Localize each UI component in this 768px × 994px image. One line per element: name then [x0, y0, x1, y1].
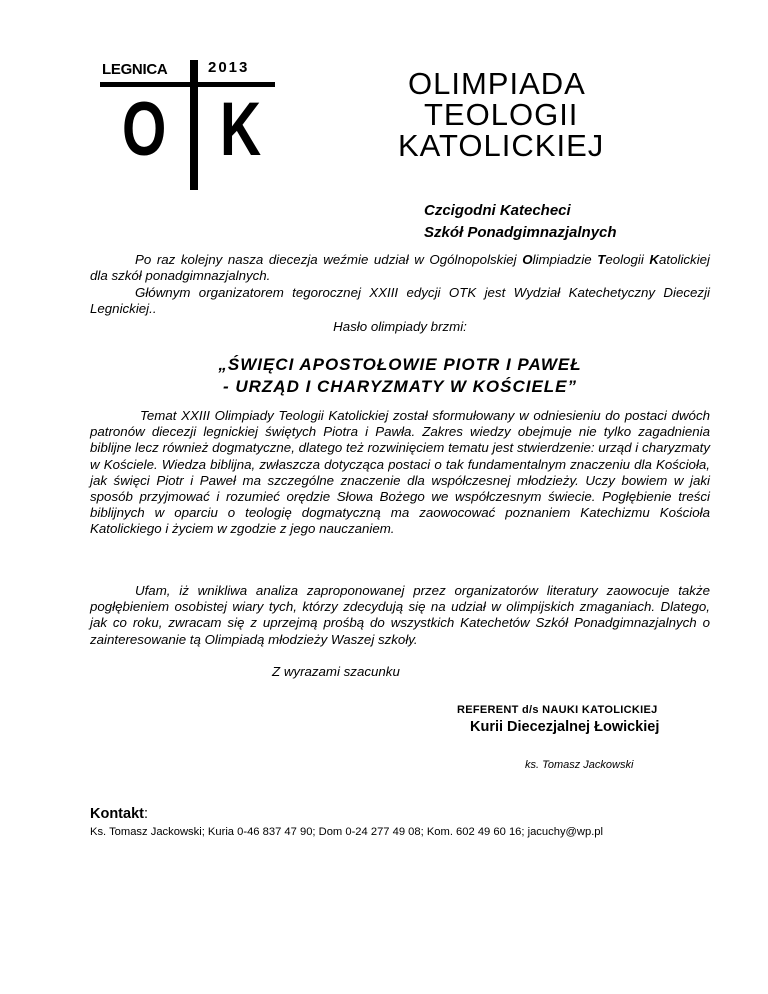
motto-line-1: „ŚWIĘCI APOSTOŁOWIE PIOTR I PAWEŁ [218, 355, 582, 374]
referent-office: Kurii Diecezjalnej Łowickiej [470, 719, 660, 735]
motto-line-2: - URZĄD I CHARYZMATY W KOŚCIELE” [222, 377, 578, 396]
title-line-1: OLIMPIADA [408, 66, 586, 101]
intro-text-b: limpiadzie [532, 252, 598, 267]
signature-name: ks. Tomasz Jackowski [525, 759, 634, 771]
addressee-line-1: Czcigodni Katecheci [424, 202, 571, 219]
intro-text-a: Po raz kolejny nasza diecezja weźmie udział w Ogólnopolskiej [135, 252, 523, 267]
logo-year-label: 2013 [208, 59, 250, 76]
title-line-3: KATOLICKIEJ [398, 128, 605, 163]
intro-paragraph-2: Głównym organizatorem tegorocznej XXIII edycji OTK jest Wydział Katechetyczny Diecezji Legnickiej.. [90, 285, 710, 317]
closing-salutation: Z wyrazami szacunku [272, 664, 400, 679]
contact-heading [90, 806, 148, 822]
logo-city-label: LEGNICA [102, 61, 168, 78]
intro-initial-o: O [522, 252, 533, 267]
intro-text-c: eologii [605, 252, 650, 267]
logo-letter-o: O [122, 87, 167, 172]
intro-text-d: atolickiej dla szkół ponadgimnazjalnych. [90, 252, 711, 284]
intro-initial-t: T [597, 252, 606, 267]
intro-initial-k: K [649, 252, 660, 267]
contact-label: Kontakt [90, 806, 144, 822]
contact-colon: : [143, 806, 149, 822]
logo-cross-vertical-bar [190, 60, 198, 190]
addressee-line-2: Szkół Ponadgimnazjalnych [424, 224, 617, 241]
intro-paragraph-1 [90, 252, 710, 284]
referent-title: REFERENT d/s NAUKI KATOLICKIEJ [457, 704, 658, 716]
contact-details: Ks. Tomasz Jackowski; Kuria 0-46 837 47 90; Dom 0-24 277 49 08; Kom. 602 49 60 16; jacuchy@wp.pl [90, 826, 604, 838]
motto-intro: Hasło olimpiady brzmi: [333, 319, 467, 334]
body-paragraph-1: Temat XXIII Olimpiady Teologii Katolickiej został sformułowany w odniesieniu do postaci dwóch patronów diecezji legnickiej świętych Piotra i Pawła. Zakres wiedzy obejmuje nie tylko zagadnienia biblijne lecz również dogmatyczne, dlatego też rozwinięciem tematu jest stwierdzenie: urząd i charyzmaty w Kościele. Wiedza biblijna, zwłaszcza dotycząca postaci o tak fundamentalnym znaczeniu dla Kościoła, jak święci Piotr i Paweł ma szczególne znaczenie dla współczesnej młodzieży. Uczy bowiem w jaki sposób przyjmować i rozumieć orędzie Słowa Bożego we współczesnym świecie. Pogłębienie treści biblijnych w oparciu o teologię dogmatyczną ma zaowocować poznaniem Katechizmu Kościoła Katolickiego i życiem w zgodzie z jego nauczaniem. [90, 408, 710, 537]
body-paragraph-2: Ufam, iż wnikliwa analiza zaproponowanej przez organizatorów literatury zaowocuje także pogłębieniem osobistej wiary tych, którzy zdecydują się na udział w olimpijskich zmaganiach. Dlatego, jak co roku, zwracam się z uprzejmą prośbą do wszystkich Katechetów Szkół Ponadgimnazjalnych o zainteresowanie tą Olimpiadą młodzieży Waszej szkoły. [90, 583, 710, 647]
logo-letter-k: K [220, 87, 262, 172]
title-line-2: TEOLOGII [424, 97, 579, 132]
